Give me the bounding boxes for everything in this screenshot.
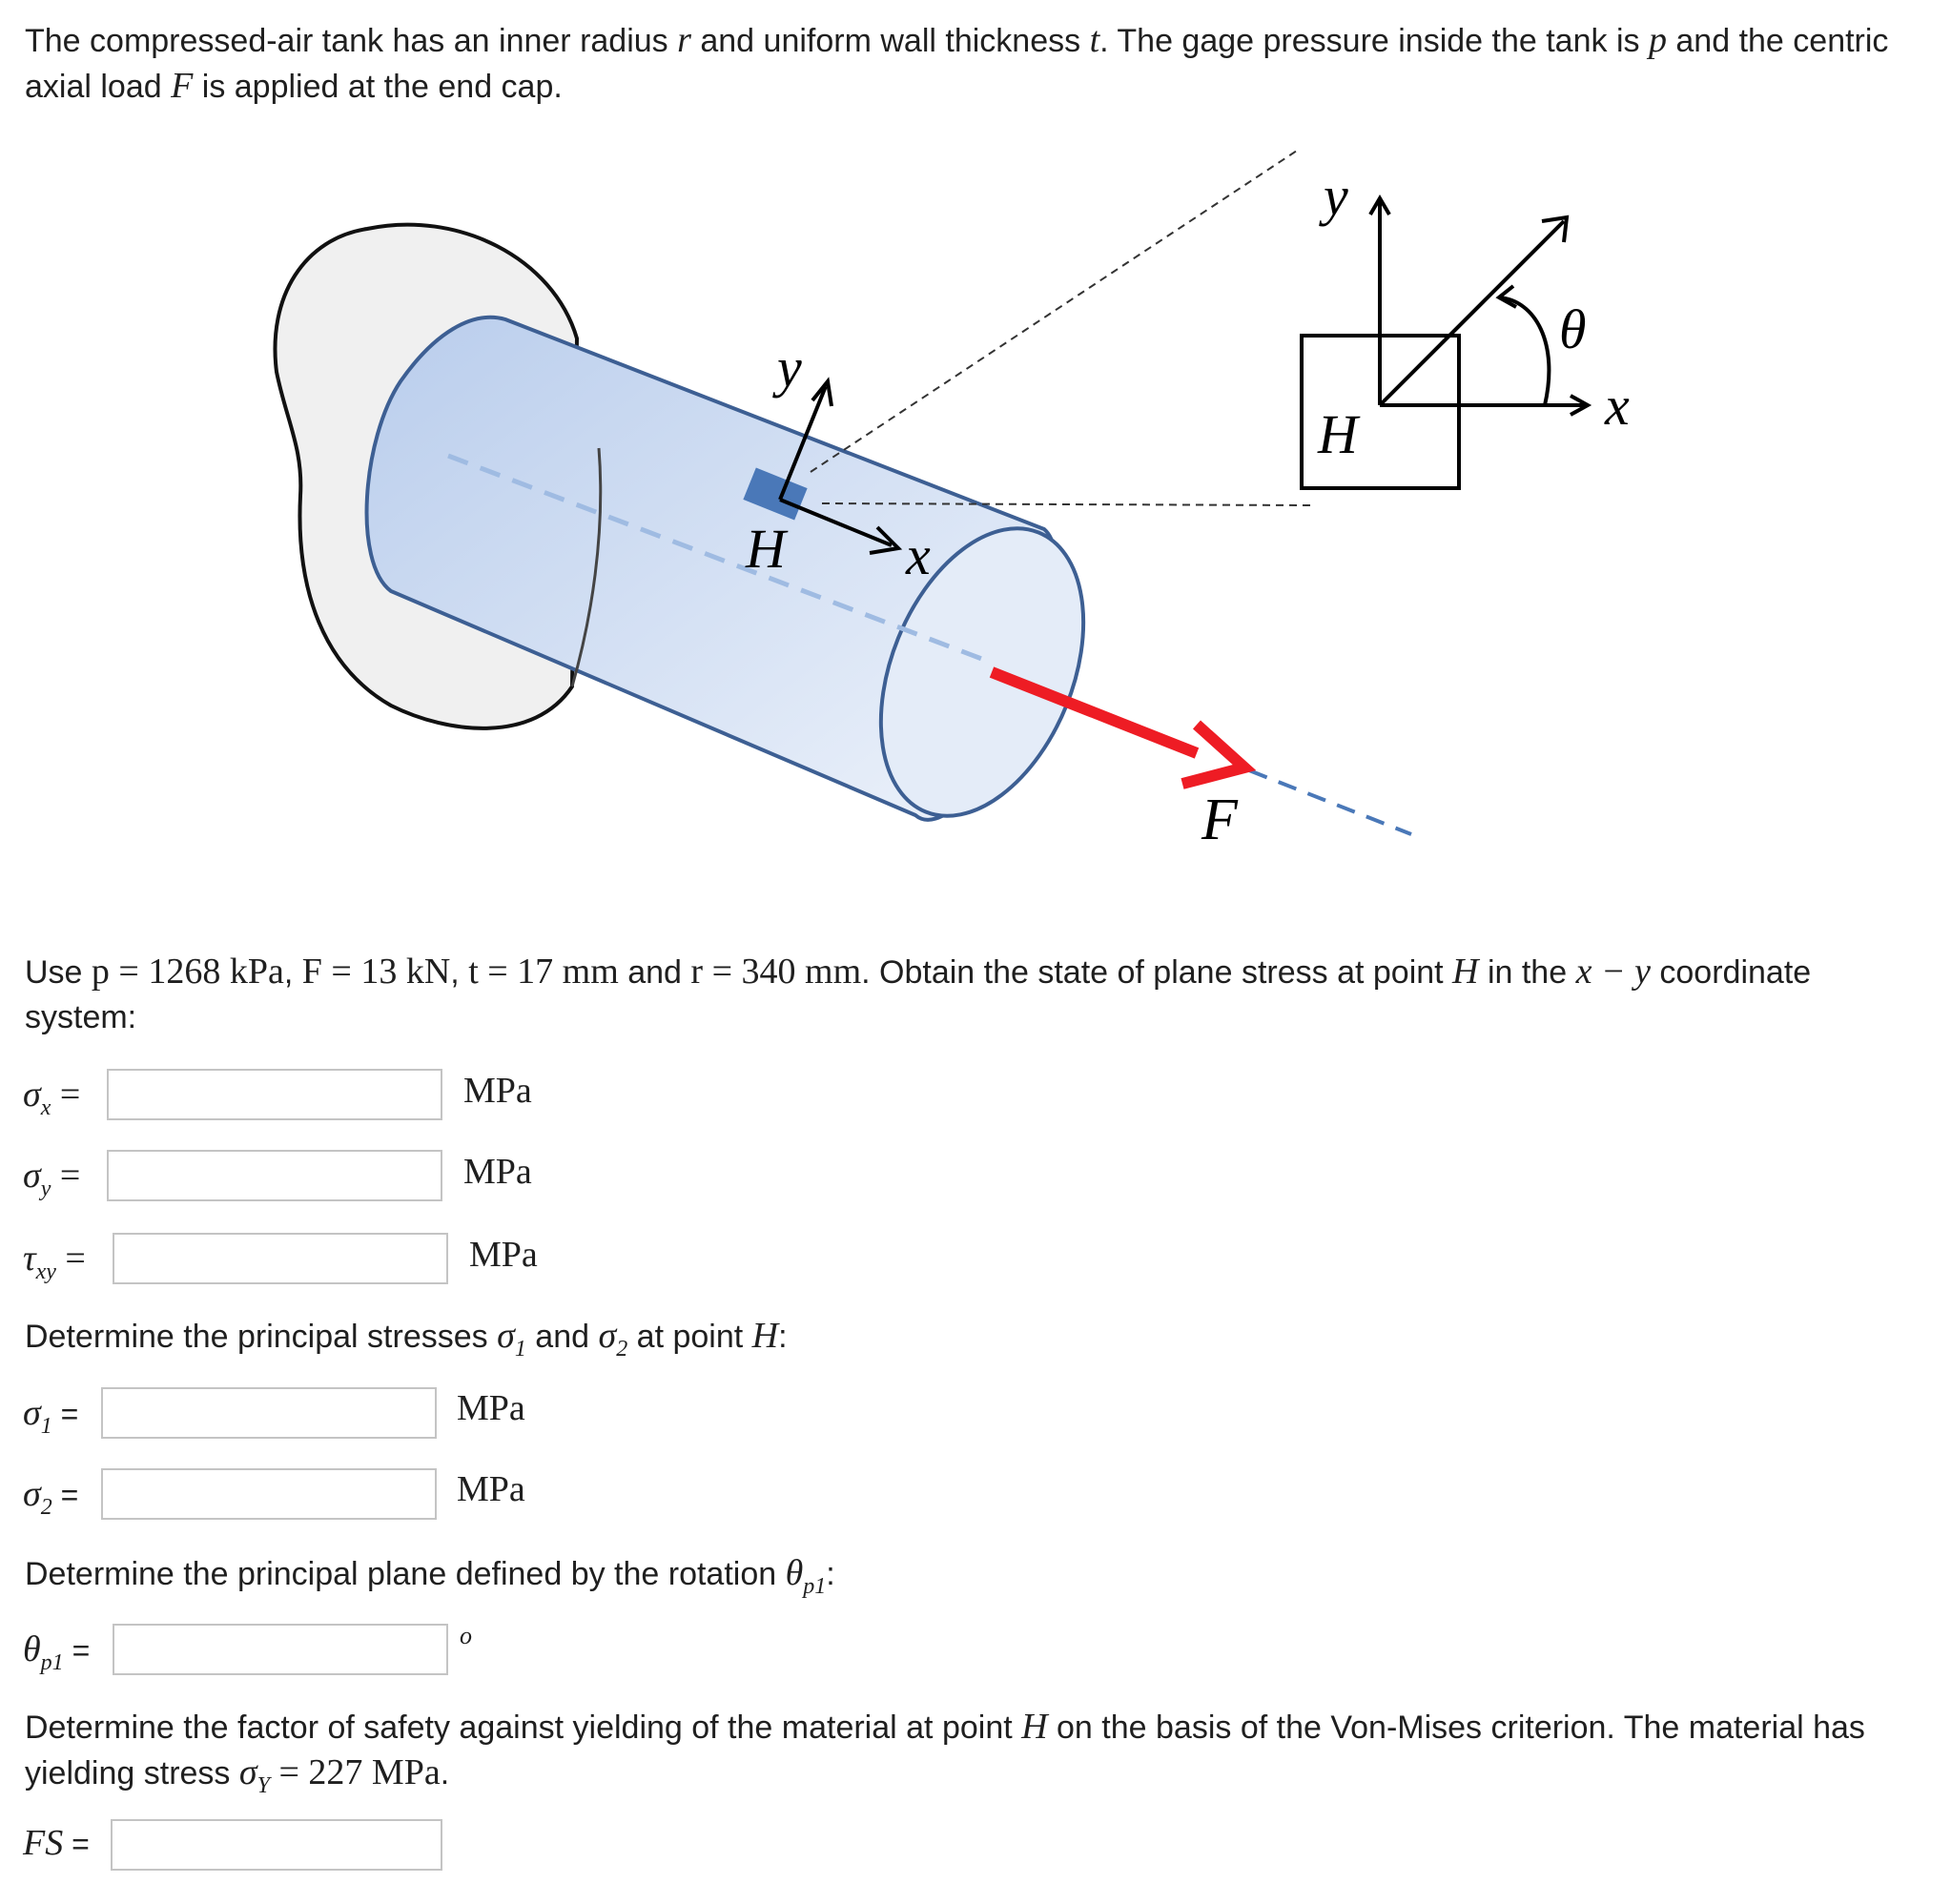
intro-line-1: The compressed-air tank has an inner radius r and uniform wall thickness t. The gage pressure inside the tank is p and the centric xyxy=(25,20,1889,60)
sigma-2-unit: MPa xyxy=(457,1469,525,1509)
load-axis-dashed xyxy=(1249,770,1411,834)
sigma-1-input[interactable] xyxy=(101,1387,437,1439)
sigma-x-input[interactable] xyxy=(107,1069,442,1120)
fs-input[interactable] xyxy=(111,1819,442,1871)
given-line-2: system: xyxy=(25,999,137,1035)
fs-label: FS = xyxy=(23,1823,90,1863)
inset-theta-arc xyxy=(1499,297,1549,405)
sigma-2-label: σ2 = xyxy=(23,1474,79,1520)
tank-label-H: H xyxy=(746,518,786,580)
sigma-x-unit: MPa xyxy=(463,1071,532,1111)
principal-heading: Determine the principal stresses $\sigma_1$ and $\sigma_2$ at point H: xyxy=(25,1316,788,1361)
sigma-y-input[interactable] xyxy=(107,1150,442,1201)
theta-p1-unit: o xyxy=(460,1622,472,1649)
sigma-1-label: σ1 = xyxy=(23,1393,79,1439)
tank-label-y: y xyxy=(777,337,802,399)
theta-p1-input[interactable] xyxy=(113,1624,448,1675)
sigma-x-label: σx = xyxy=(23,1075,81,1120)
inset-label-H: H xyxy=(1318,403,1358,465)
inset-label-x: x xyxy=(1605,375,1630,437)
tank-figure xyxy=(0,0,1951,915)
theta-p1-label: θp1 = xyxy=(23,1629,91,1675)
tau-xy-unit: MPa xyxy=(469,1235,538,1275)
safety-line-1: Determine the factor of safety against yielding of the material at point H on the basis of the Von-Mises criterion. The material has xyxy=(25,1707,1865,1747)
inset-label-y: y xyxy=(1324,165,1348,227)
plane-heading: Determine the principal plane defined by the rotation $\theta_{p1}$: xyxy=(25,1553,835,1599)
sigma-y-unit: MPa xyxy=(463,1152,532,1192)
inset-theta-arrowhead xyxy=(1499,286,1516,307)
safety-line-2: yielding stress $\sigma_Y = 227$ MPa. xyxy=(25,1752,450,1798)
sigma-2-input[interactable] xyxy=(101,1468,437,1520)
tau-xy-input[interactable] xyxy=(113,1233,448,1284)
given-line-1: Use p = 1268 kPa, F = 13 kN, t = 17 mm and r = 340 mm. Obtain the state of plane stress at point H in the x − y coordinate xyxy=(25,952,1812,992)
tank-label-x: x xyxy=(906,524,931,586)
inset-leader-upper xyxy=(811,151,1297,472)
load-label-F: F xyxy=(1201,788,1238,852)
sigma-1-unit: MPa xyxy=(457,1388,525,1428)
sigma-y-label: σy = xyxy=(23,1156,81,1201)
tau-xy-label: τxy = xyxy=(23,1239,86,1284)
inset-rotated-axis xyxy=(1380,221,1564,405)
intro-line-2: axial load F is applied at the end cap. xyxy=(25,66,563,106)
inset-label-theta: θ xyxy=(1559,298,1587,360)
